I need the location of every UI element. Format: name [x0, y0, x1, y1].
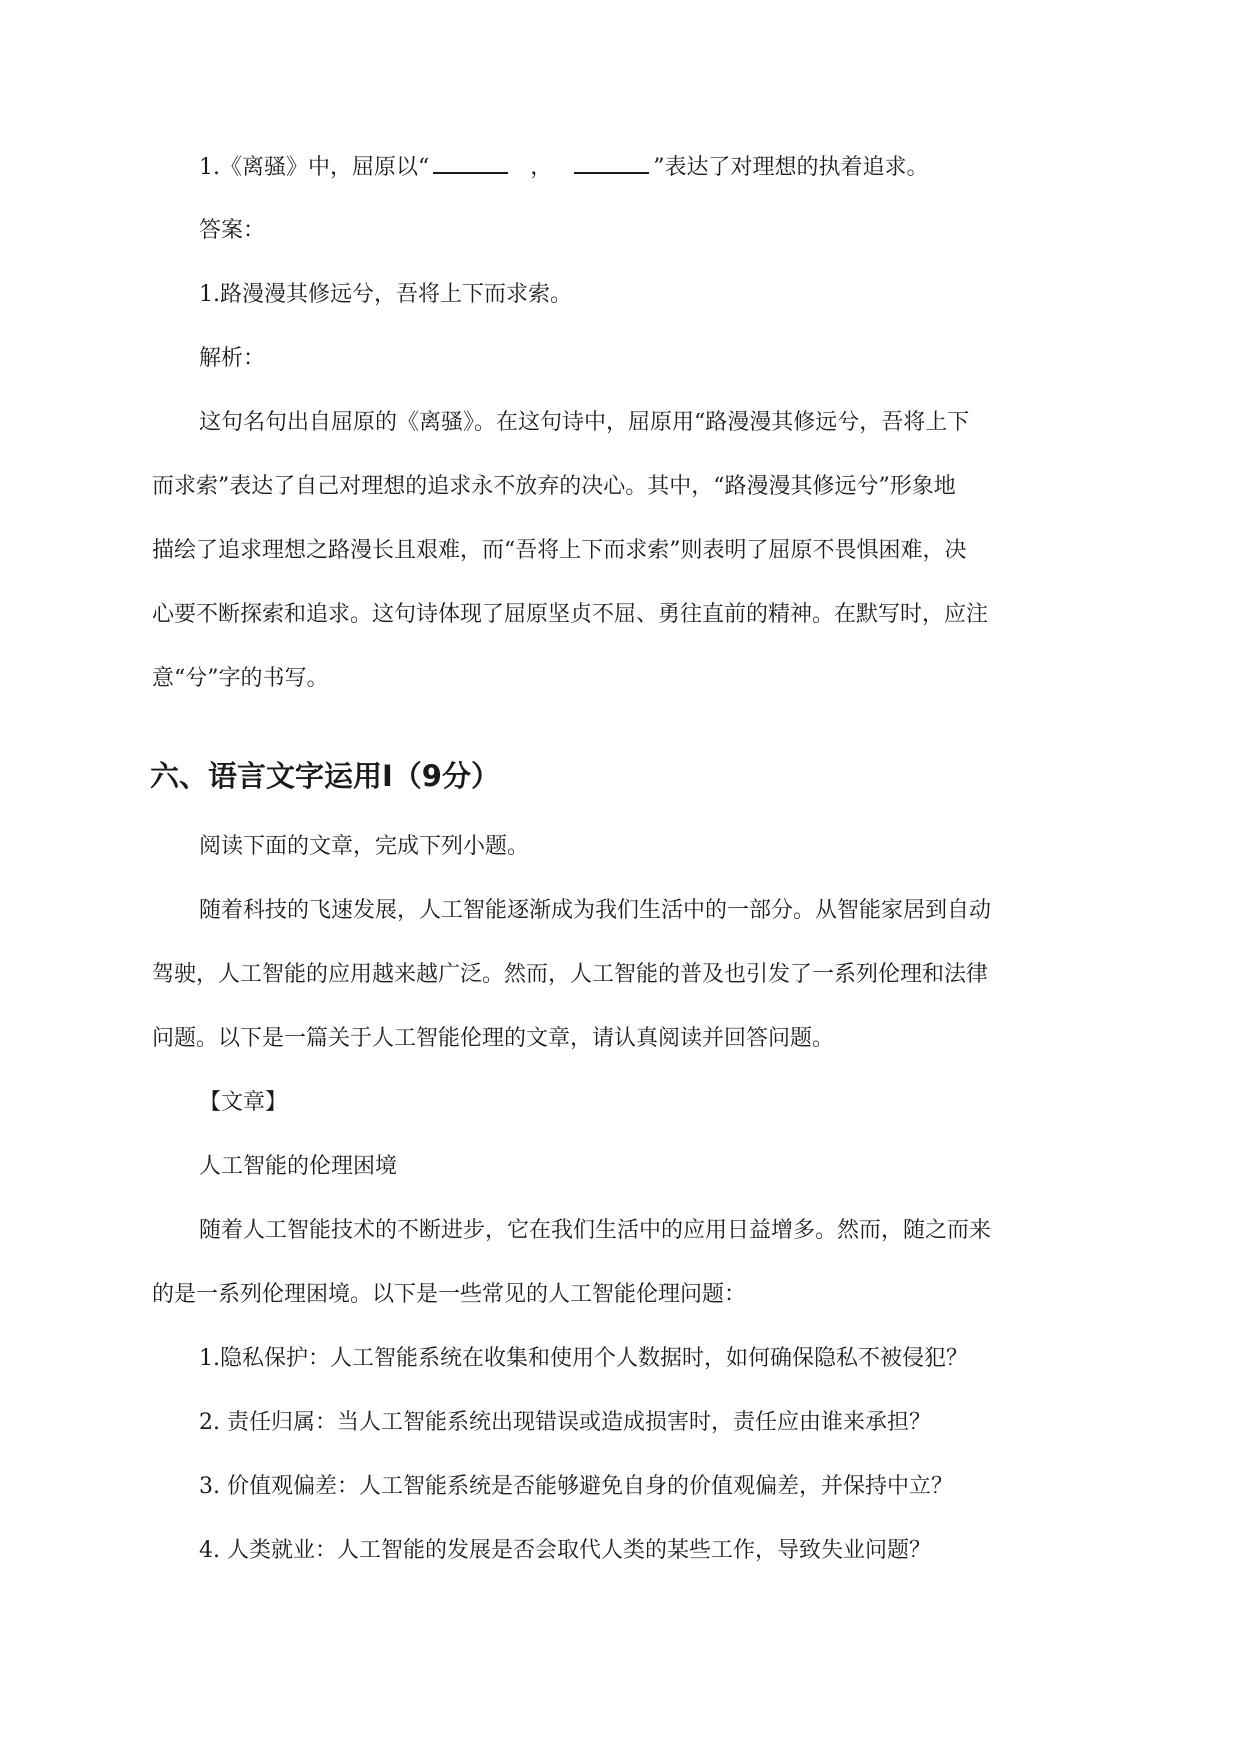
question-separator: ，	[530, 155, 553, 180]
question-prefix: 1.《离骚》中，屈原以“	[199, 155, 430, 180]
analysis-line: 心要不断探索和追求。这句诗体现了屈原坚贞不屈、勇往直前的精神。在默写时，应注	[152, 602, 989, 627]
article-marker: 【文章】	[199, 1090, 288, 1115]
analysis-line: 意“兮”字的书写。	[152, 666, 329, 691]
intro-line: 随着科技的飞速发展，人工智能逐渐成为我们生活中的一部分。从智能家居到自动	[199, 898, 992, 923]
intro-line: 驾驶，人工智能的应用越来越广泛。然而，人工智能的普及也引发了一系列伦理和法律	[152, 962, 989, 987]
article-line: 的是一系列伦理困境。以下是一些常见的人工智能伦理问题：	[152, 1282, 747, 1307]
issue-item: 3. 价值观偏差：人工智能系统是否能够避免自身的价值观偏差，并保持中立？	[199, 1474, 953, 1499]
answer-blank-1[interactable]	[433, 152, 508, 174]
answer-text: 1.路漫漫其修远兮，吾将上下而求索。	[199, 282, 572, 307]
analysis-line: 而求索”表达了自己对理想的追求永不放弃的决心。其中，“路漫漫其修远兮”形象地	[152, 474, 956, 499]
article-title: 人工智能的伦理困境	[199, 1154, 398, 1179]
answer-blank-2[interactable]	[574, 152, 649, 174]
intro-line: 问题。以下是一篇关于人工智能伦理的文章，请认真阅读并回答问题。	[152, 1026, 835, 1051]
analysis-label: 解析：	[199, 346, 266, 371]
article-line: 随着人工智能技术的不断进步，它在我们生活中的应用日益增多。然而，随之而来	[199, 1218, 992, 1243]
question-suffix: ”表达了对理想的执着追求。	[653, 155, 929, 180]
issue-item: 2. 责任归属：当人工智能系统出现错误或造成损害时，责任应由谁来承担？	[199, 1410, 931, 1435]
section-heading: 六、语言文字运用Ⅰ（9分）	[150, 759, 500, 793]
issue-item: 1.隐私保护：人工智能系统在收集和使用个人数据时，如何确保隐私不被侵犯？	[199, 1346, 968, 1371]
analysis-line: 描绘了追求理想之路漫长且艰难，而“吾将上下而求索”则表明了屈原不畏惧困难，决	[152, 538, 967, 563]
question-line	[199, 152, 1087, 183]
issue-item: 4. 人类就业：人工智能的发展是否会取代人类的某些工作，导致失业问题？	[199, 1538, 931, 1563]
instruction-text: 阅读下面的文章，完成下列小题。	[199, 834, 530, 859]
answer-label: 答案：	[199, 218, 266, 243]
analysis-line: 这句名句出自屈原的《离骚》。在这句诗中，屈原用“路漫漫其修远兮，吾将上下	[199, 410, 970, 435]
